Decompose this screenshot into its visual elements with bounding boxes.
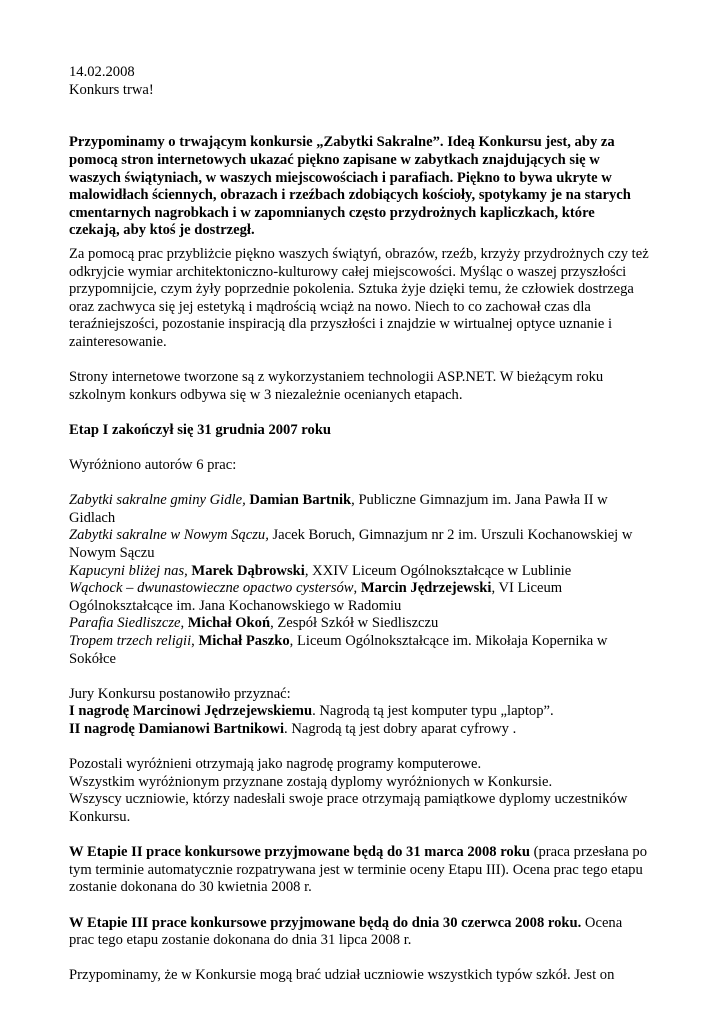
work-item: Kapucyni bliżej nas, Marek Dąbrowski, XXIV Liceum Ogólnokształcące w Lublinie [69, 562, 572, 579]
work-author: Marek Dąbrowski [191, 562, 305, 579]
work-school: , Zespół Szkół w Siedliszczu [270, 615, 439, 632]
work-title: Tropem trzech religii [69, 633, 192, 649]
work-school: , Publiczne Gimnazjum im. Jana Pawła II w Gidlach [69, 492, 608, 526]
document-page [69, 64, 649, 985]
work-school: , XXIV Liceum Ogólnokształcące w Lublinie [304, 562, 572, 579]
jury-intro: Jury Konkursu postanowiło przyznać: [69, 685, 291, 702]
document-subtitle: Konkurs trwa! [69, 81, 154, 98]
work-title: Wąchock – dwunastowieczne opactwo cystersów [69, 580, 354, 597]
jury-decision [69, 686, 649, 739]
awards-line: Wszystkim wyróżnionym przyznane zostają dyplomy wyróżnionych w Konkursie. [69, 773, 553, 790]
technology-paragraph: Strony internetowe tworzone są z wykorzystaniem technologii ASP.NET. W bieżącym roku szkolnym konkurs odbywa się w 3 niezależnie ocenianych etapach. [69, 369, 604, 403]
work-title: Zabytki sakralne w Nowym Sączu, [69, 527, 269, 544]
work-author: Marcin Jędrzejewski [360, 580, 492, 597]
awards-line: Pozostali wyróżnieni otrzymają jako nagrodę programy komputerowe. [69, 756, 482, 773]
work-title: Parafia Siedliszcze [69, 615, 181, 632]
stage2-paragraph [69, 844, 649, 897]
work-author: Jacek Boruch [272, 527, 352, 544]
stage1-heading: Etap I zakończył się 31 grudnia 2007 roku [69, 421, 332, 438]
stage3-detail: Ocena prac tego etapu zostanie dokonana do dnia 31 lipca 2008 r. [69, 914, 623, 949]
stage3-paragraph [69, 915, 649, 950]
closing-paragraph: Przypominamy, że w Konkursie mogą brać udział uczniowie wszystkich typów szkół. Jest on [69, 967, 615, 984]
description-paragraph: Za pomocą prac przybliżcie piękno waszych świątyń, obrazów, rzeźb, krzyży przydrożnych czy też odkryjcie wymiar architektoniczno-kulturowy całej miejscowości. Myśląc o waszej przyszłości przypomnijcie, czym żyły poprzednie pokolenia. Sztuka żyje dzięki temu, że człowiek dostrzega oraz zachwyca się jej estetyką i mądrością wciąż na nowo. Niech to co zachował czas dla teraźniejszości, pozostanie inspiracją dla przyszłości i znajdzie w wirtualnej optyce uznanie i zainteresowanie. [69, 245, 649, 350]
first-prize-detail: . Nagrodą tą jest komputer typu „laptop”. [312, 703, 554, 720]
work-title: Zabytki sakralne gminy Gidle, [69, 492, 246, 509]
work-item [69, 527, 649, 562]
intro-paragraph: Przypominamy o trwającym konkursie „Zabytki Sakralne”. Ideą Konkursu jest, aby za pomocą stron internetowych ukazać piękno zapisane w zabytkach znajdujących się w waszych świątyniach, w waszych miejscowościach i parafiach. Piękno to bywa ukryte w malowidłach ściennych, obrazach i rzeźbach zdobiących kościoły, spotykamy je na starych cmentarnych nagrobkach i w zapomnianych często przydrożnych kapliczkach, które czekają, aby ktoś je dostrzegł. [69, 134, 631, 239]
first-prize [69, 703, 649, 721]
second-prize-detail: . Nagrodą tą jest dobry aparat cyfrowy . [284, 720, 517, 737]
work-author: Michał Paszko [198, 633, 290, 649]
stage3-deadline: W Etapie III prace konkursowe przyjmowane będą do dnia 30 czerwca 2008 roku. [69, 914, 582, 931]
work-author: Damian Bartnik [249, 492, 352, 509]
work-school: , Gimnazjum nr 2 im. Urszuli Kochanowskiej w Nowym Sączu [69, 527, 633, 562]
awards-line: Wszyscy uczniowie, którzy nadesłali swoje prace otrzymają pamiątkowe dyplomy uczestników Konkursu. [69, 791, 628, 825]
stage2-detail: (praca przesłana po tym terminie automatycznie rozpatrywana jest w terminie oceny Etapu III). Ocena prac tego etapu zostanie dokonana do 30 kwietnia 2008 r. [69, 844, 648, 896]
work-item [69, 492, 649, 527]
second-prize-winner: II nagrodę Damianowi Bartnikowi [69, 720, 285, 737]
work-item: Tropem trzech religii, Michał Paszko, Liceum Ogólnokształcące im. Mikołaja Kopernika w Sokółce [69, 633, 608, 667]
stage2-deadline: W Etapie II prace konkursowe przyjmowane będą do 31 marca 2008 roku [69, 844, 530, 861]
works-list [69, 492, 649, 668]
work-school: , Liceum Ogólnokształcące im. Mikołaja Kopernika w Sokółce [69, 633, 608, 667]
work-school: , VI Liceum Ogólnokształcące im. Jana Kochanowskiego w Radomiu [69, 580, 563, 614]
first-prize-winner: I nagrodę Marcinowi Jędrzejewskiemu [69, 703, 313, 720]
awards-paragraph [69, 756, 649, 826]
second-prize [69, 721, 649, 739]
work-author: Michał Okoń [187, 615, 271, 632]
document-date: 14.02.2008 [69, 64, 135, 80]
work-item: Parafia Siedliszcze, Michał Okoń, Zespół Szkół w Siedliszczu [69, 615, 439, 632]
work-title: Kapucyni bliżej nas [69, 562, 185, 579]
distinguished-intro: Wyróżniono autorów 6 prac: [69, 457, 237, 474]
work-item: Wąchock – dwunastowieczne opactwo cystersów, Marcin Jędrzejewski, VI Liceum Ogólnokształcące im. Jana Kochanowskiego w Radomiu [69, 580, 563, 614]
